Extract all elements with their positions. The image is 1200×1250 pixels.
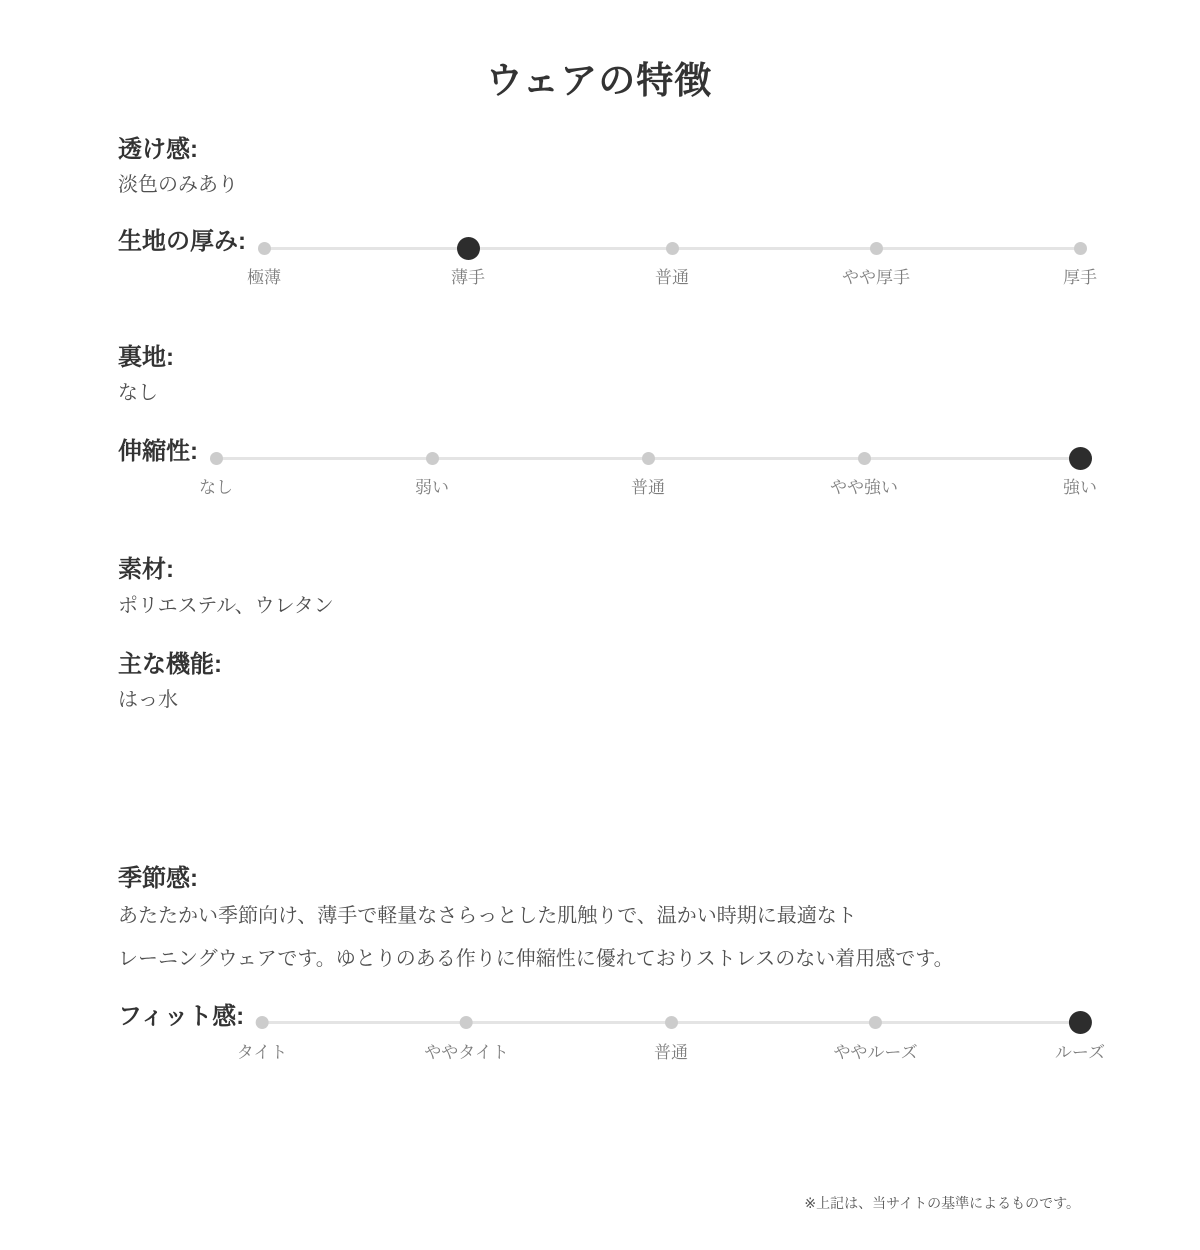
slider-dot [1069,447,1092,470]
slider-dot [258,242,271,255]
lining-label: 裏地: [118,344,174,372]
main-function-value: はっ水 [118,688,178,711]
seasonality-text-line: あたたかい季節向け、薄手で軽量なさらっとした肌触りで、温かい時期に最適なト [118,904,857,927]
slider-stop [654,1003,688,1063]
slider-stop-label: 強い [1063,478,1097,498]
slider-stop [842,228,910,288]
slider-dot-area [858,438,871,478]
slider-dot [869,1016,882,1029]
slider-dot [858,452,871,465]
slider-dot-area [1074,228,1087,268]
lining-value: なし [118,382,158,405]
slider-stop-label: ややルーズ [833,1042,918,1062]
slider-dot-area [460,1003,473,1043]
slider-dot-area [1069,1003,1092,1043]
slider-stop-label: やや強い [830,478,898,498]
slider-stop [1063,438,1097,498]
slider-stop [237,1003,288,1063]
slider-stop-label: ややタイト [424,1042,509,1062]
slider-dot-area [1069,438,1092,478]
sheerness-value: 淡色のみあり [118,174,238,197]
slider-dot-area [869,1003,882,1043]
slider-stop-label: 厚手 [1063,268,1097,288]
slider-dot-area [256,1003,269,1043]
slider-stop [631,438,665,498]
seasonality-label: 季節感: [118,864,198,892]
main-function-section [118,649,1080,713]
seasonality-text-line: レーニングウェアです。ゆとりのある作りに伸縮性に優れておりストレスのない着用感です。 [118,947,954,970]
slider-stop-label: ルーズ [1054,1042,1106,1062]
slider-dot [642,452,655,465]
slider-stop [199,438,233,498]
slider-dot [870,242,883,255]
material-value: ポリエステル、ウレタン [118,594,334,617]
stretch-slider [199,438,1097,502]
slider-stop [830,438,898,498]
slider-dot [256,1016,269,1029]
stretch-section [118,436,1097,502]
slider-stop [655,228,689,288]
slider-dot [460,1016,473,1029]
slider-dot [1074,242,1087,255]
fabric-thickness-section [118,226,1097,292]
seasonality-section [118,863,1080,973]
material-section [118,554,1080,618]
footer-disclaimer: ※上記は、当サイトの基準によるものです。 [804,1194,1080,1211]
slider-stop-label: タイト [236,1042,288,1062]
slider-stop [833,1003,917,1063]
slider-stop-label: 普通 [631,478,665,498]
slider-dot-area [666,228,679,268]
lining-section [118,342,1080,406]
fabric-thickness-slider [247,228,1097,292]
slider-stop-label: 普通 [654,1042,689,1062]
slider-stop-label: なし [199,478,233,498]
fit-section [118,1001,1106,1067]
slider-dot-area [210,438,223,478]
slider-dot-area [642,438,655,478]
slider-stop-label: 弱い [415,478,449,498]
slider-dot-area [258,228,271,268]
fit-slider [236,1003,1106,1067]
slider-dot [666,242,679,255]
slider-stop [247,228,281,288]
slider-stop-label: 普通 [655,268,689,288]
material-label: 素材: [118,556,174,584]
slider-stop-label: 極薄 [247,268,281,288]
slider-dot-area [426,438,439,478]
slider-dot [210,452,223,465]
slider-dot-area [870,228,883,268]
slider-stop-label: やや厚手 [842,268,910,288]
slider-stop [1055,1003,1105,1063]
wear-features-panel [0,50,1200,1213]
slider-dot [665,1016,678,1029]
slider-stop [424,1003,509,1063]
slider-dot-area [457,228,480,268]
main-function-label: 主な機能: [118,650,222,678]
sheerness-label: 透け感: [118,136,198,163]
fabric-thickness-label: 生地の厚み: [118,228,246,256]
slider-dot [457,237,480,260]
slider-stop [451,228,485,288]
slider-dot [426,452,439,465]
fit-label: フィット感: [118,1002,245,1030]
sheerness-section [118,134,1080,198]
slider-dot [1069,1011,1092,1034]
slider-stop-label: 薄手 [451,268,485,288]
slider-dot-area [665,1003,678,1043]
stretch-label: 伸縮性: [118,438,198,466]
slider-stop [415,438,449,498]
slider-stop [1063,228,1097,288]
page-title: ウェアの特徴 [485,60,713,101]
